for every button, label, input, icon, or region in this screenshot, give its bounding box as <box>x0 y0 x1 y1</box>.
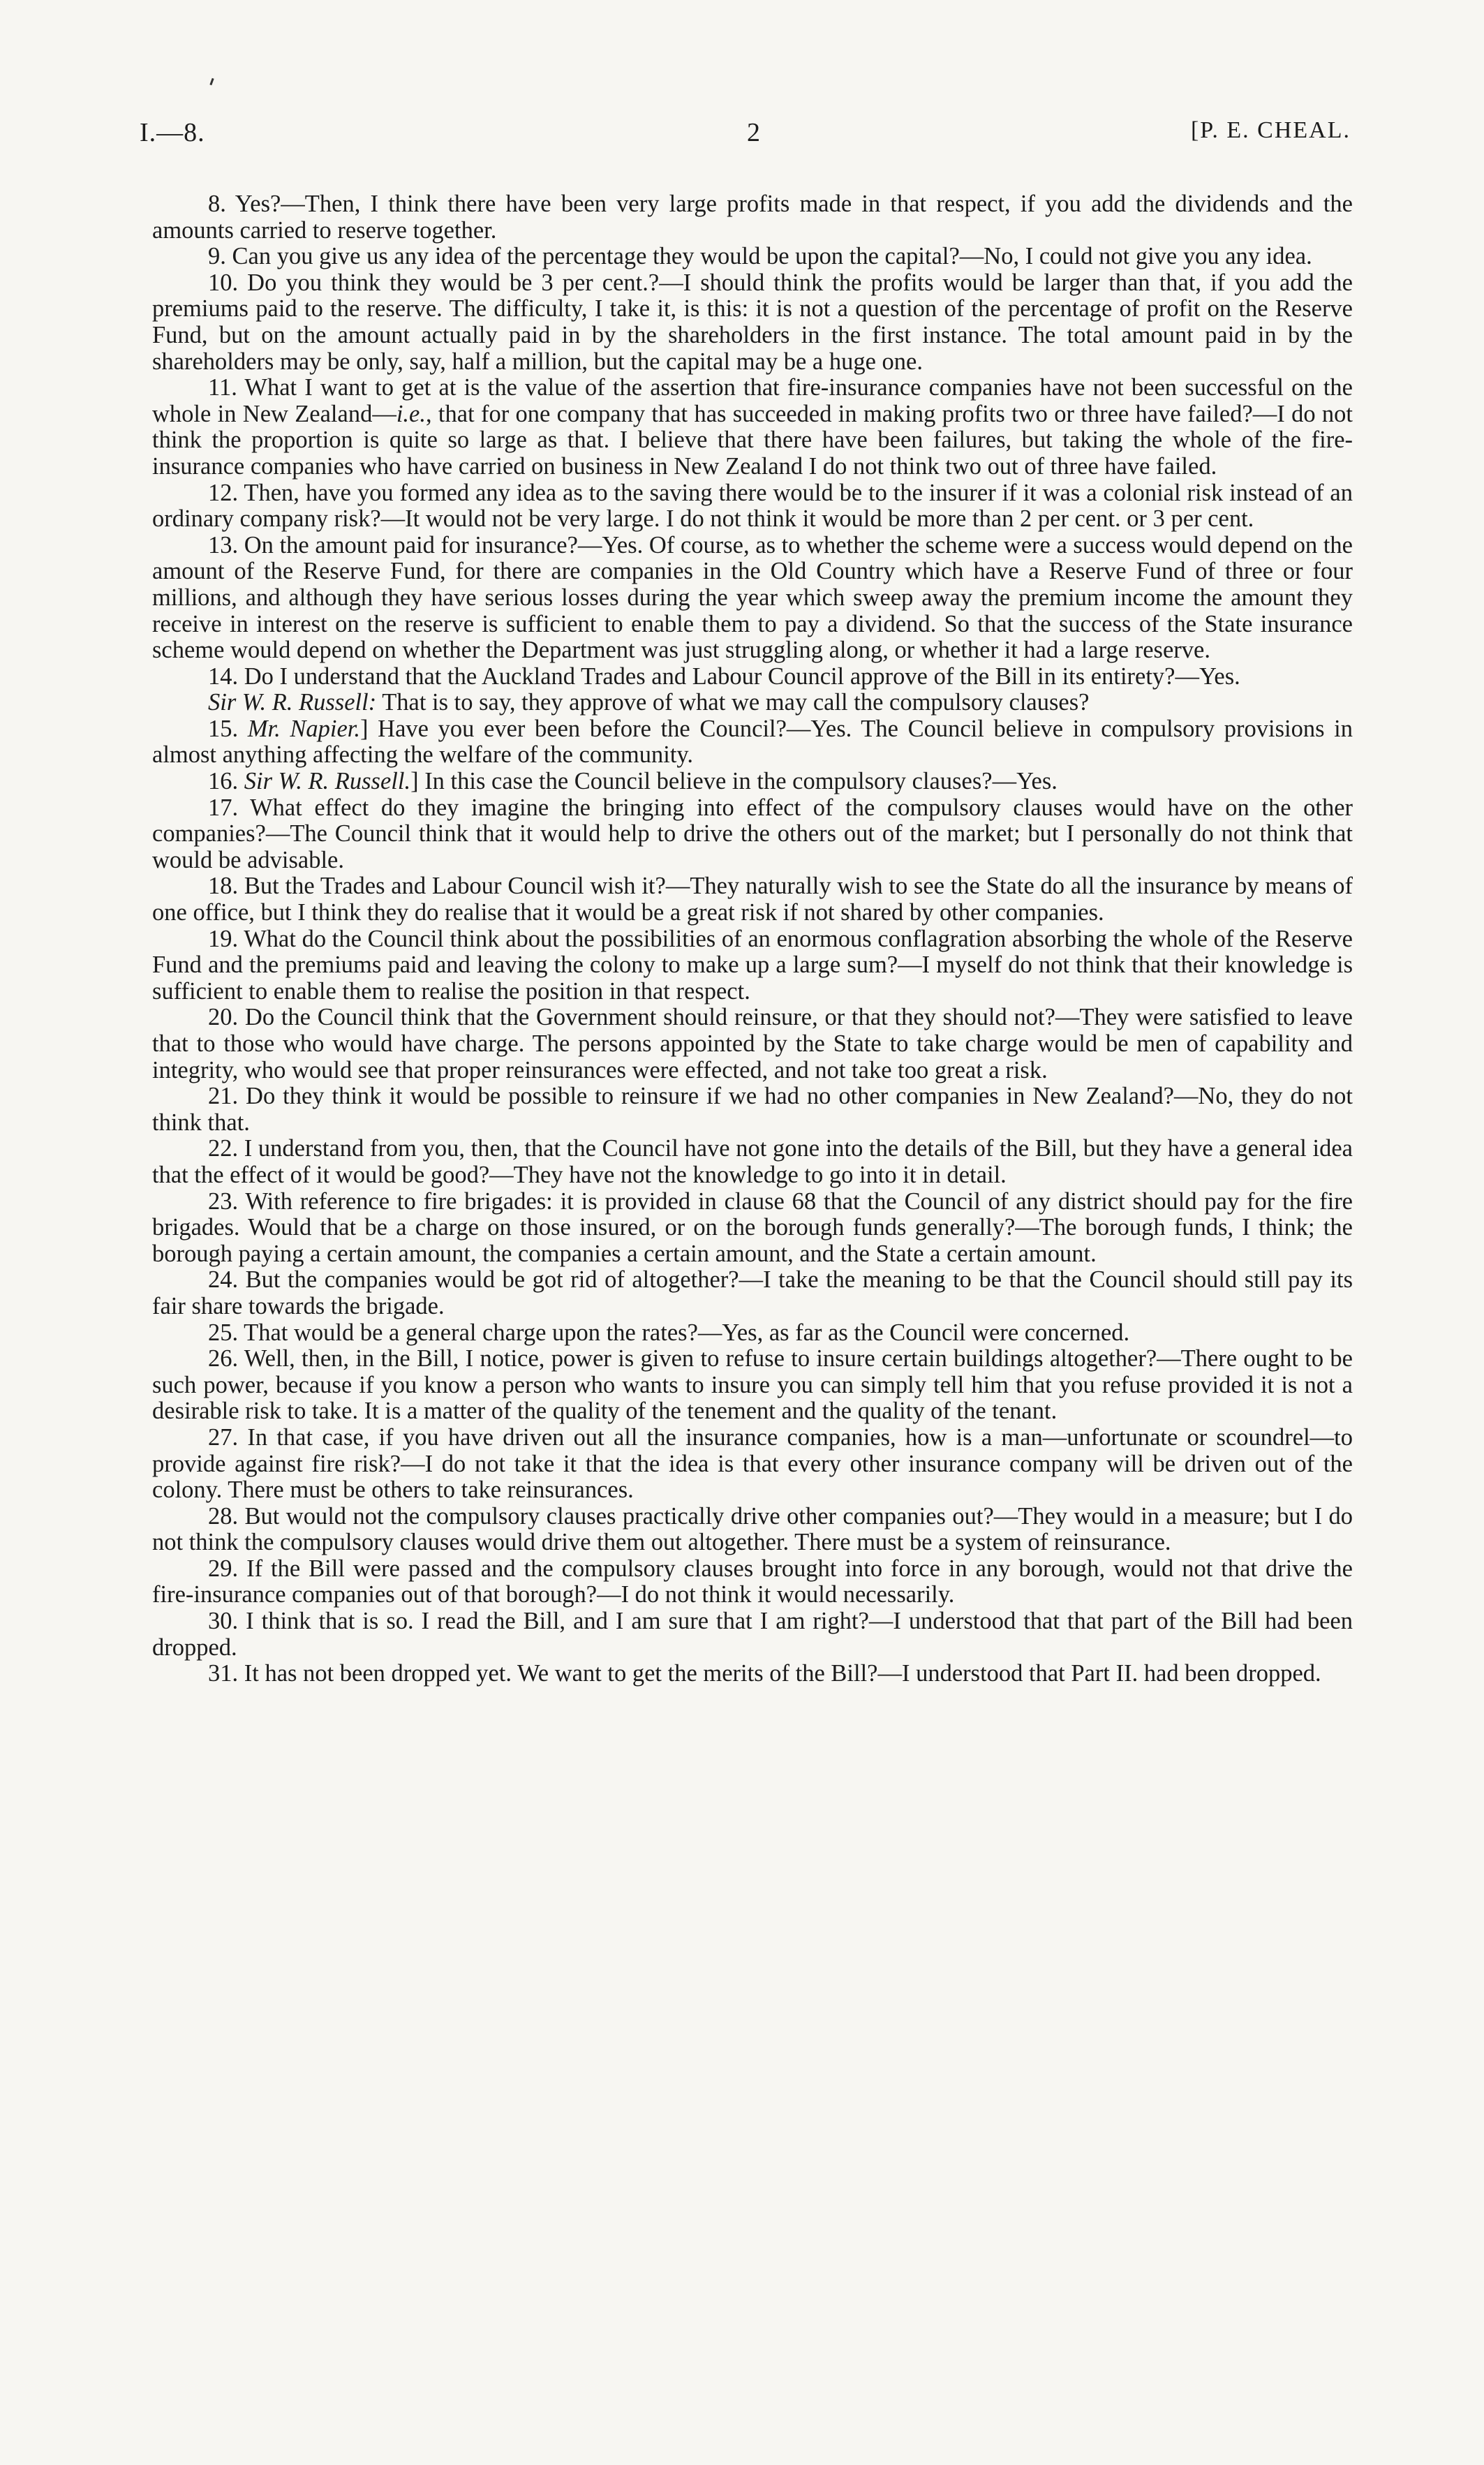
paragraph <box>152 375 1353 480</box>
paragraph <box>152 664 1353 690</box>
paragraph <box>152 1005 1353 1083</box>
paragraph <box>152 191 1353 244</box>
paragraph <box>152 1189 1353 1268</box>
paragraph-text: 10. Do you think they would be 3 per cent.?—I should think the profits would be larger than that, if you add the premiums paid to the reserve. The difficulty, I take it, is this: it is not a question of the percentage of profit on the Reserve Fund, but on the amount actually paid in by the shareholders in the first instance. The total amount paid in by the shareholders may be only, say, half a million, but the capital may be a huge one. <box>152 269 1353 375</box>
paragraph-text: 15. <box>208 715 248 742</box>
italic-text: Sir W. R. Russell. <box>244 768 411 795</box>
paragraph-text: 25. That would be a general charge upon the rates?—Yes, as far as the Council were concerned. <box>208 1319 1130 1346</box>
paragraph-text: 17. What effect do they imagine the bringing into effect of the compulsory clauses would have on the other companies?—The Council think that it would help to drive the others out of the market; but I personally do not think that would be advisable. <box>152 794 1353 873</box>
paragraph-text: 12. Then, have you formed any idea as to the saving there would be to the insurer if it was a colonial risk instead of an ordinary company risk?—It would not be very large. I do not think it would be more than 2 per cent. or 3 per cent. <box>152 479 1353 533</box>
paragraph-text: 22. I understand from you, then, that the Council have not gone into the details of the Bill, but they have a general idea that the effect of it would be good?—They have not the knowledge to go into it in detail. <box>152 1135 1353 1188</box>
paragraph-text: , that for one company that has succeeded in making profits two or three have failed?—I do not think the proportion is quite so large as that. I believe that there have been failures, but taking the whole of the fire-insurance companies who have carried on business in New Zealand I do not think two out of three have failed. <box>152 400 1353 480</box>
paragraph <box>152 533 1353 664</box>
paragraph <box>152 926 1353 1005</box>
paragraph-text: 11. What I want to get at is the value of the assertion that fire-insurance companies have not been successful on the whole in New Zealand— <box>152 374 1353 427</box>
paragraph-text: ] Have you ever been before the Council?—Yes. The Council believe in compulsory provisions in almost anything affecting the welfare of the community. <box>152 715 1353 769</box>
paragraph <box>152 1425 1353 1504</box>
paragraph-text: ] In this case the Council believe in the compulsory clauses?—Yes. <box>410 768 1058 795</box>
paragraph-text: 24. But the companies would be got rid of altogether?—I take the meaning to be that the Council should still pay its fair share towards the brigade. <box>152 1266 1353 1319</box>
paragraph <box>152 1661 1353 1687</box>
paragraph <box>152 1556 1353 1608</box>
paragraph-text: 13. On the amount paid for insurance?—Yes. Of course, as to whether the scheme were a success would depend on the amount of the Reserve Fund, for there are companies in the Old Country which have a Reserve Fund of three or four millions, and although they have serious losses during the year which sweep away the premium income the amount they receive in interest on the reserve is sufficient to enable them to pay a dividend. So that the success of the State insurance scheme would depend on whether the Department was just struggling along, or whether it had a large reserve. <box>152 531 1353 664</box>
paragraph-text: 28. But would not the compulsory clauses practically drive other companies out?—They would in a measure; but I do not think the compulsory clauses would drive them out altogether. There must be a system of reinsurance. <box>152 1502 1353 1556</box>
page-number: 2 <box>747 118 761 147</box>
stray-mark <box>209 78 214 85</box>
paragraph <box>152 795 1353 874</box>
paragraph <box>152 873 1353 926</box>
paragraph-text: 8. Yes?—Then, I think there have been very large profits made in that respect, if you add the dividends and the amounts carried to reserve together. <box>152 191 1353 244</box>
paragraph <box>152 1504 1353 1556</box>
paragraph-text: 26. Well, then, in the Bill, I notice, power is given to refuse to insure certain buildings altogether?—There ought to be such power, because if you know a person who wants to insure you can simply tell him that you refuse provided it is not a desirable risk to take. It is a matter of the quality of the tenement and the quality of the tenant. <box>152 1345 1353 1425</box>
paragraph-text: 19. What do the Council think about the possibilities of an enormous conflagration absorbing the whole of the Reserve Fund and the premiums paid and leaving the colony to make up a large sum?—I myself do not think that their knowledge is sufficient to enable them to realise the position in that respect. <box>152 925 1353 1005</box>
paragraph <box>152 1267 1353 1319</box>
paragraph-text: 23. With reference to fire brigades: it is provided in clause 68 that the Council of any district should pay for the fire brigades. Would that be a charge on those insured, or on the borough funds generally?—The borough funds, I think; the borough paying a certain amount, the companies a certain amount, and the State a certain amount. <box>152 1187 1353 1267</box>
paragraph <box>152 690 1353 716</box>
paragraph-text: 18. But the Trades and Labour Council wish it?—They naturally wish to see the State do all the insurance by means of one office, but I think they do realise that it would be a great risk if not shared by other companies. <box>152 873 1353 926</box>
paragraph-text: 31. It has not been dropped yet. We want to get the merits of the Bill?—I understood that Part II. had been dropped. <box>208 1660 1321 1687</box>
paragraph <box>152 270 1353 375</box>
paragraph-text: That is to say, they approve of what we may call the compulsory clauses? <box>376 689 1090 716</box>
paragraph-text: 29. If the Bill were passed and the compulsory clauses brought into force in any borough, would not that drive the fire-insurance companies out of that borough?—I do not think it would necessarily. <box>152 1555 1353 1608</box>
paragraph <box>152 244 1353 270</box>
italic-text: Sir W. R. Russell: <box>208 689 377 716</box>
italic-text: Mr. Napier. <box>247 715 361 742</box>
paragraph-text: 27. In that case, if you have driven out all the insurance companies, how is a man—unfortunate or scoundrel—to provide against fire risk?—I do not take it that the idea is that every other insurance company will be driven out of the colony. There must be others to take reinsurances. <box>152 1423 1353 1504</box>
paragraph-text: 21. Do they think it would be possible to reinsure if we had no other companies in New Zealand?—No, they do not think that. <box>152 1083 1353 1136</box>
paragraph <box>152 1083 1353 1136</box>
paragraph <box>152 769 1353 795</box>
paragraph <box>152 480 1353 533</box>
page-header <box>140 117 1351 159</box>
paragraph <box>152 716 1353 769</box>
paragraph <box>152 1346 1353 1425</box>
paragraph-text: 30. I think that is so. I read the Bill, and I am sure that I am right?—I understood that that part of the Bill had been dropped. <box>152 1608 1353 1661</box>
witness-name: [P. E. CHEAL. <box>1190 117 1351 143</box>
paragraph <box>152 1136 1353 1188</box>
paragraph-text: 20. Do the Council think that the Government should reinsure, or that they should not?—They were satisfied to leave that to those who would have charge. The persons appointed by the State to take charge would be men of capability and integrity, who would see that proper reinsurances were effected, and not take too great a risk. <box>152 1004 1353 1083</box>
paragraph-text: 9. Can you give us any idea of the percentage they would be upon the capital?—No, I could not give you any idea. <box>208 243 1312 270</box>
paragraph-text: 14. Do I understand that the Auckland Trades and Labour Council approve of the Bill in its entirety?—Yes. <box>208 662 1240 690</box>
paragraph <box>152 1608 1353 1661</box>
italic-text: i.e. <box>396 400 426 427</box>
paragraph <box>152 1320 1353 1347</box>
paragraph-text: 16. <box>208 768 244 795</box>
document-reference: I.—8. <box>140 118 205 147</box>
evidence-text <box>152 191 1353 1687</box>
